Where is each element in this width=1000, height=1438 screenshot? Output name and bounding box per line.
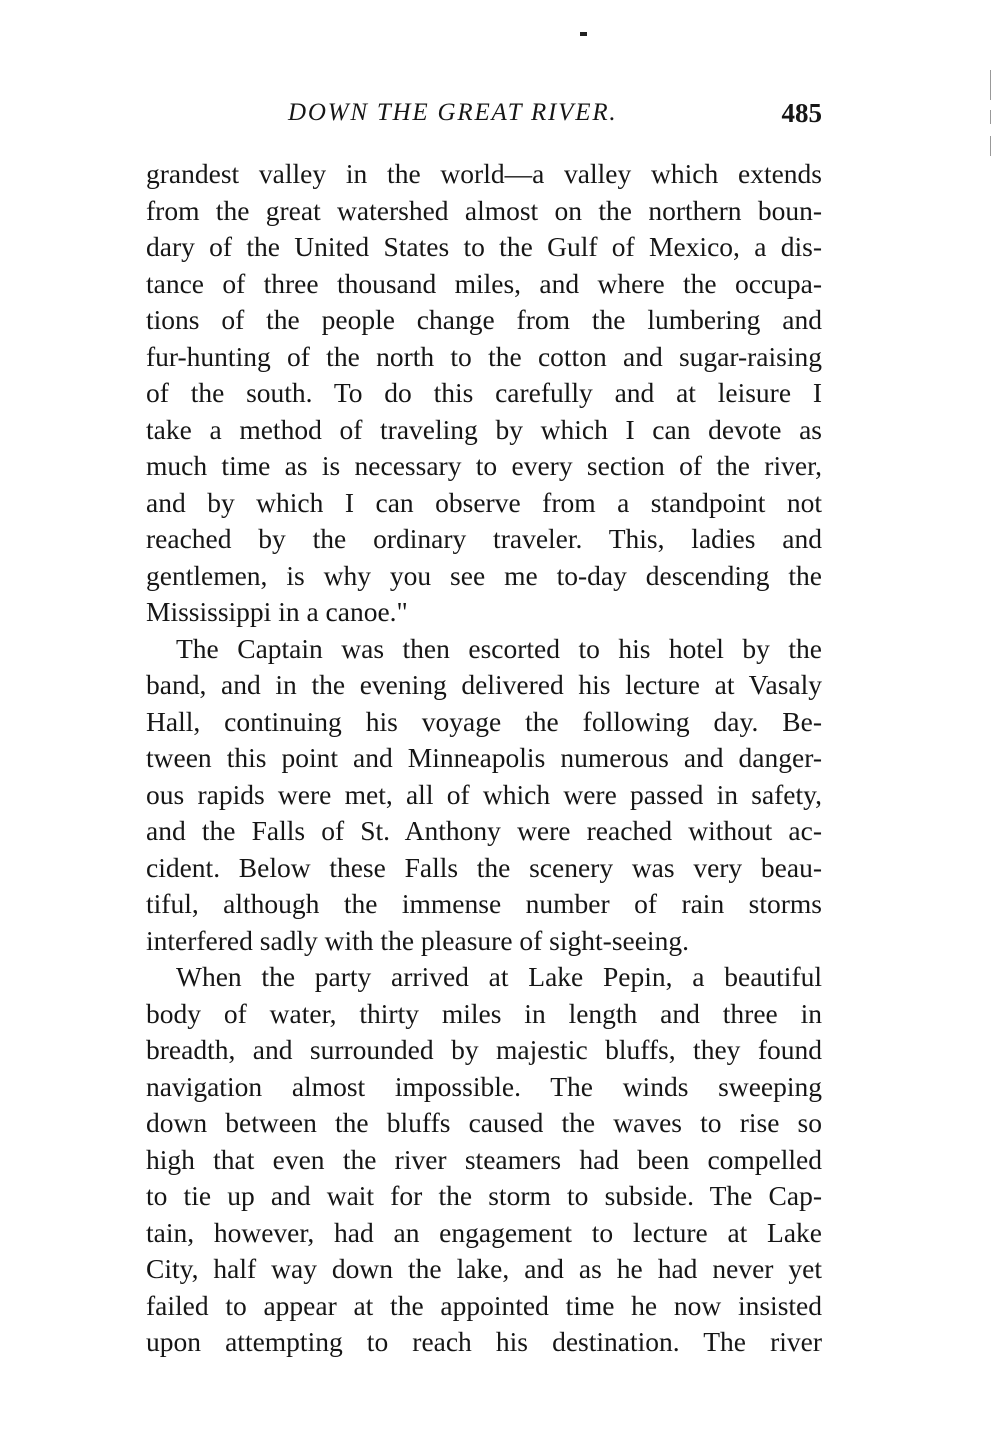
text-line: and by which I can observe from a standpoint not: [146, 486, 822, 518]
text-line: much time as is necessary to every section of the river,: [146, 450, 822, 481]
text-line: When the party arrived at Lake Pepin, a beautiful: [176, 961, 822, 992]
text-line: tween this point and Minneapolis numerous and danger-: [146, 742, 822, 773]
running-title: DOWN THE GREAT RIVER.: [288, 99, 618, 126]
text-line: of the south. To do this carefully and at leisure I: [146, 377, 822, 408]
text-line: tions of the people change from the lumbering and: [146, 304, 822, 335]
text-line: The Captain was then escorted to his hotel by the: [176, 632, 822, 664]
text-line: take a method of traveling by which I can devote as: [146, 413, 822, 445]
text-line: gentlemen, is why you see me to-day descending the: [146, 559, 822, 591]
running-head: [146, 92, 822, 134]
page-number: 485: [781, 98, 822, 128]
text-line: City, half way down the lake, and as he had never yet: [146, 1253, 822, 1284]
page-edge-mark: [990, 70, 991, 100]
text-line: from the great watershed almost on the northern boun-: [146, 194, 822, 226]
text-line: to tie up and wait for the storm to subside. The Cap-: [146, 1180, 822, 1211]
paragraph-3: [146, 959, 822, 1361]
text-line: tain, however, had an engagement to lecture at Lake: [146, 1216, 822, 1248]
text-line: navigation almost impossible. The winds sweeping: [146, 1070, 822, 1102]
paragraph-1: [146, 156, 822, 631]
text-line: failed to appear at the appointed time he now insisted: [146, 1289, 822, 1321]
text-line: and the Falls of St. Anthony were reached without ac-: [146, 815, 822, 846]
text-line: down between the bluffs caused the waves to rise so: [146, 1107, 822, 1138]
paragraph-2: [146, 631, 822, 960]
text-line: band, and in the evening delivered his lecture at Vasaly: [146, 669, 822, 700]
text-line: cident. Below these Falls the scenery was very beau-: [146, 851, 822, 883]
text-line: breadth, and surrounded by majestic bluffs, they found: [146, 1034, 822, 1065]
text-line: fur-hunting of the north to the cotton and sugar-raising: [146, 340, 822, 372]
text-line: dary of the United States to the Gulf of Mexico, a dis-: [146, 231, 822, 262]
text-line: grandest valley in the world—a valley which extends: [146, 158, 822, 189]
page-edge-mark: [990, 136, 991, 156]
text-line: tiful, although the immense number of rain storms: [146, 888, 822, 919]
text-line: interfered sadly with the pleasure of sight-seeing.: [146, 924, 689, 956]
text-line: high that even the river steamers had been compelled: [146, 1143, 822, 1175]
scan-mark: [580, 32, 587, 36]
text-line: body of water, thirty miles in length and three in: [146, 997, 822, 1029]
text-line: ous rapids were met, all of which were passed in safety,: [146, 778, 822, 810]
text-line: upon attempting to reach his destination. The river: [146, 1326, 822, 1357]
page-edge-mark: [990, 110, 991, 124]
text-line: Mississippi in a canoe.": [146, 596, 408, 627]
text-line: tance of three thousand miles, and where the occupa-: [146, 267, 822, 299]
page-body: [146, 156, 822, 1361]
text-line: Hall, continuing his voyage the following day. Be-: [146, 705, 822, 737]
text-line: reached by the ordinary traveler. This, ladies and: [146, 523, 822, 554]
